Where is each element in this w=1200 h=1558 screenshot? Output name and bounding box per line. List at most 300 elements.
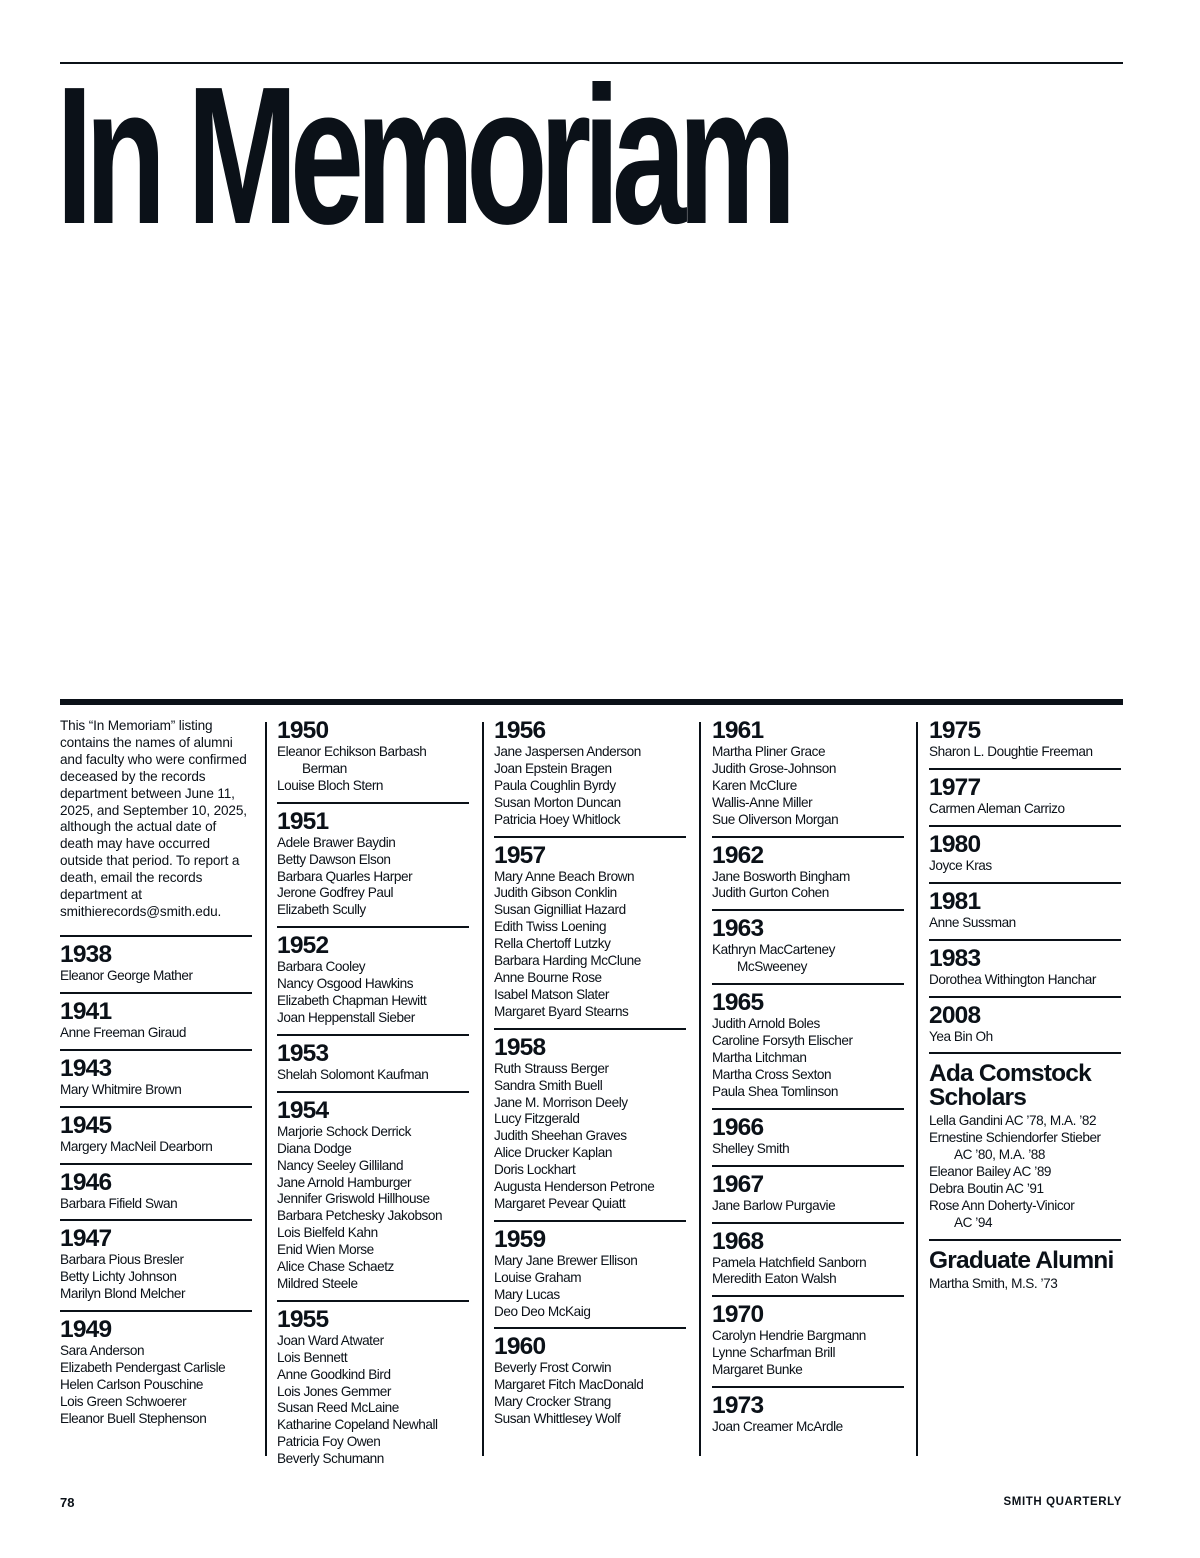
name-text: Meredith Eaton Walsh xyxy=(712,1271,837,1287)
name-text: Enid Wien Morse xyxy=(277,1242,374,1258)
name-entry xyxy=(494,761,686,778)
name-text: Sharon L. Doughtie Freeman xyxy=(929,744,1093,759)
class-year-group xyxy=(929,996,1121,1046)
name-entry xyxy=(60,1377,252,1394)
name-entry xyxy=(712,1328,904,1345)
name-entry xyxy=(60,1286,252,1303)
name-text: Jane M. Morrison Deely xyxy=(494,1094,628,1110)
name-list xyxy=(494,1360,686,1428)
name-list xyxy=(929,1029,1121,1046)
name-entry xyxy=(712,812,904,829)
name-entry xyxy=(929,858,1121,875)
class-year-group xyxy=(60,1219,252,1303)
name-entry xyxy=(277,1367,469,1384)
name-entry xyxy=(494,902,686,919)
name-text: Judith Gurton Cohen xyxy=(712,885,829,901)
name-list xyxy=(277,1333,469,1468)
name-entry xyxy=(494,1095,686,1112)
class-year-group xyxy=(277,1034,469,1084)
name-entry xyxy=(277,1010,469,1027)
class-year: 1954 xyxy=(277,1096,329,1124)
name-text: Ruth Strauss Berger xyxy=(494,1060,609,1076)
page-number: 78 xyxy=(60,1495,75,1510)
name-entry xyxy=(277,1417,469,1434)
name-entry xyxy=(277,1191,469,1208)
class-year: 1965 xyxy=(712,989,764,1017)
class-year: 1973 xyxy=(712,1392,764,1420)
column-divider xyxy=(916,722,918,1456)
class-year: 1953 xyxy=(277,1039,329,1067)
name-text: Susan Reed McLaine xyxy=(277,1400,399,1416)
name-list xyxy=(60,1139,252,1156)
name-text: Alice Chase Schaetz xyxy=(277,1259,394,1275)
class-year: 1975 xyxy=(929,717,981,744)
name-list xyxy=(60,1252,252,1303)
name-text: Mary Lucas xyxy=(494,1286,560,1302)
name-entry xyxy=(494,953,686,970)
class-year-group xyxy=(277,1091,469,1293)
class-year: 1950 xyxy=(277,717,329,744)
name-list xyxy=(929,744,1121,761)
name-entry xyxy=(494,1304,686,1321)
name-text: Paula Shea Tomlinson xyxy=(712,1083,839,1099)
name-text: Helen Carlson Pouschine xyxy=(60,1376,204,1392)
name-text: Mary Whitmire Brown xyxy=(60,1081,182,1097)
name-text: Lois Green Schwoerer xyxy=(60,1393,187,1409)
name-entry xyxy=(712,761,904,778)
publication-name: SMITH QUARTERLY xyxy=(1003,1496,1122,1508)
name-text: Joan Epstein Bragen xyxy=(494,760,612,776)
name-list xyxy=(277,1124,469,1293)
name-text: Sandra Smith Buell xyxy=(494,1077,603,1093)
name-text: Margaret Pevear Quiatt xyxy=(494,1195,626,1211)
name-entry xyxy=(494,919,686,936)
name-text: Lois Jones Gemmer xyxy=(277,1383,391,1399)
name-text: Doris Lockhart xyxy=(494,1162,576,1178)
column-3 xyxy=(494,718,686,1435)
class-year: 1959 xyxy=(494,1225,546,1253)
name-list xyxy=(60,1343,252,1428)
name-entry xyxy=(929,1130,1121,1164)
name-text: Eleanor Bailey AC ’89 xyxy=(929,1164,1052,1180)
name-text: Barbara Pious Bresler xyxy=(60,1252,184,1268)
column-2 xyxy=(277,718,469,1475)
name-text: Lois Bielfeld Kahn xyxy=(277,1225,378,1241)
name-text: Shelah Solomont Kaufman xyxy=(277,1066,429,1082)
name-text: Karen McClure xyxy=(712,777,797,793)
class-year: 1951 xyxy=(277,807,329,835)
name-text: Barbara Quarles Harper xyxy=(277,868,413,884)
name-entry xyxy=(712,795,904,812)
name-text: Barbara Petchesky Jakobson xyxy=(277,1208,443,1224)
name-list xyxy=(929,1113,1121,1231)
name-entry xyxy=(494,1411,686,1428)
section-rule xyxy=(60,699,1123,705)
name-entry xyxy=(494,1162,686,1179)
name-entry xyxy=(494,970,686,987)
name-text: Jennifer Griswold Hillhouse xyxy=(277,1191,430,1207)
name-entry xyxy=(494,1004,686,1021)
class-year: 1941 xyxy=(60,997,112,1025)
name-entry xyxy=(277,1434,469,1451)
name-entry xyxy=(277,1451,469,1468)
name-entry xyxy=(929,972,1121,989)
name-entry xyxy=(277,835,469,852)
name-text: Eleanor George Mather xyxy=(60,967,193,983)
name-entry xyxy=(929,1276,1121,1293)
name-text: Judith Gibson Conklin xyxy=(494,885,617,901)
name-text: Adele Brawer Baydin xyxy=(277,834,396,850)
name-text: Edith Twiss Loening xyxy=(494,919,607,935)
class-year: 1958 xyxy=(494,1033,546,1061)
class-year-group xyxy=(929,718,1121,761)
name-text: Marjorie Schock Derrick xyxy=(277,1123,411,1139)
name-entry xyxy=(277,1208,469,1225)
column-1 xyxy=(60,718,252,1435)
name-entry xyxy=(277,852,469,869)
name-text: Patricia Foy Owen xyxy=(277,1434,381,1450)
name-text: Kathryn MacCarteney xyxy=(712,942,835,958)
name-list xyxy=(929,915,1121,932)
class-year: 1981 xyxy=(929,887,981,915)
name-entry xyxy=(712,1255,904,1272)
name-text: Rella Chertoff Lutzky xyxy=(494,936,611,952)
name-entry xyxy=(494,1270,686,1287)
name-entry xyxy=(277,1175,469,1192)
name-entry xyxy=(277,1400,469,1417)
name-entry xyxy=(494,795,686,812)
class-year: 1947 xyxy=(60,1225,112,1253)
name-entry xyxy=(60,1082,252,1099)
intro-text: This “In Memoriam” listing contains the names of alumni and faculty who were confirmed deceased by the records department between June 11, 2025, and September 10, 2025, although the actual date of death may have occurred outside that period. To report a death, email the records department at smithierecords@smith.edu. xyxy=(60,718,247,919)
name-entry xyxy=(277,976,469,993)
class-year: 1955 xyxy=(277,1305,329,1333)
name-entry xyxy=(277,1384,469,1401)
name-text: Judith Sheehan Graves xyxy=(494,1128,627,1144)
name-text: Elizabeth Scully xyxy=(277,902,366,918)
name-entry xyxy=(712,744,904,761)
section-heading: Ada Comstock Scholars xyxy=(929,1060,1091,1112)
class-year: 1963 xyxy=(712,915,764,943)
name-text: Eleanor Buell Stephenson xyxy=(60,1410,207,1426)
class-year: 1967 xyxy=(712,1170,764,1198)
name-text: Anne Bourne Rose xyxy=(494,969,602,985)
class-year: 1945 xyxy=(60,1111,112,1139)
name-list xyxy=(712,1016,904,1101)
class-year-group xyxy=(712,909,904,976)
name-entry xyxy=(494,987,686,1004)
name-entry xyxy=(494,812,686,829)
name-list xyxy=(929,858,1121,875)
name-entry xyxy=(60,1139,252,1156)
name-entry xyxy=(60,1252,252,1269)
class-year: 1966 xyxy=(712,1113,764,1141)
class-year-group xyxy=(712,1386,904,1436)
name-text: Judith Arnold Boles xyxy=(712,1016,820,1032)
name-text: Alice Drucker Kaplan xyxy=(494,1145,612,1161)
name-continuation: Berman xyxy=(302,760,347,776)
name-list xyxy=(494,744,686,829)
name-text: Joan Creamer McArdle xyxy=(712,1419,843,1435)
name-text: Beverly Schumann xyxy=(277,1451,384,1467)
name-entry xyxy=(712,885,904,902)
name-entry xyxy=(494,1360,686,1377)
name-text: Anne Goodkind Bird xyxy=(277,1366,391,1382)
name-text: Susan Morton Duncan xyxy=(494,794,621,810)
name-entry xyxy=(277,1067,469,1084)
name-list xyxy=(494,1253,686,1321)
name-entry xyxy=(494,936,686,953)
name-text: Augusta Henderson Petrone xyxy=(494,1179,655,1195)
name-text: Deo Deo McKaig xyxy=(494,1303,591,1319)
name-entry xyxy=(494,1078,686,1095)
name-text: Shelley Smith xyxy=(712,1140,790,1156)
name-list xyxy=(929,972,1121,989)
name-text: Elizabeth Chapman Hewitt xyxy=(277,993,427,1009)
name-text: Jane Barlow Purgavie xyxy=(712,1197,836,1213)
class-year: 1983 xyxy=(929,944,981,972)
name-text: Nancy Seeley Gilliland xyxy=(277,1157,404,1173)
name-text: Barbara Cooley xyxy=(277,959,366,975)
class-year-group xyxy=(60,1106,252,1156)
name-text: Barbara Harding McClune xyxy=(494,953,641,969)
name-entry xyxy=(494,1196,686,1213)
class-year-group xyxy=(929,939,1121,989)
name-text: Susan Gignilliat Hazard xyxy=(494,902,626,918)
name-entry xyxy=(60,1411,252,1428)
name-text: Carmen Aleman Carrizo xyxy=(929,800,1065,816)
section-heading: Graduate Alumni xyxy=(929,1246,1114,1274)
class-year: 1970 xyxy=(712,1301,764,1329)
name-entry xyxy=(277,1276,469,1293)
name-text: Jane Jaspersen Anderson xyxy=(494,744,641,759)
name-entry xyxy=(929,1181,1121,1198)
class-year-group xyxy=(494,718,686,829)
name-text: Margaret Byard Stearns xyxy=(494,1003,629,1019)
name-list xyxy=(712,1198,904,1215)
name-text: Lynne Scharfman Brill xyxy=(712,1345,836,1361)
class-year: 1980 xyxy=(929,830,981,858)
name-text: Louise Graham xyxy=(494,1269,582,1285)
name-text: Mary Jane Brewer Ellison xyxy=(494,1252,638,1268)
name-text: Judith Grose-Johnson xyxy=(712,760,836,776)
name-text: Susan Whittlesey Wolf xyxy=(494,1411,621,1427)
name-entry xyxy=(929,915,1121,932)
name-entry xyxy=(494,1253,686,1270)
class-year: 1957 xyxy=(494,841,546,869)
name-continuation: AC ’80, M.A. ’88 xyxy=(954,1147,1046,1163)
name-entry xyxy=(712,1016,904,1033)
name-entry xyxy=(277,959,469,976)
column-divider xyxy=(265,722,267,1456)
name-text: Debra Boutin AC ’91 xyxy=(929,1181,1044,1197)
column-5 xyxy=(929,718,1121,1300)
name-text: Martha Pliner Grace xyxy=(712,744,826,759)
name-list xyxy=(712,1255,904,1289)
name-text: Sara Anderson xyxy=(60,1343,145,1359)
name-text: Caroline Forsyth Elischer xyxy=(712,1033,853,1049)
class-year-group xyxy=(929,825,1121,875)
name-entry xyxy=(712,1067,904,1084)
name-continuation: McSweeney xyxy=(737,959,807,975)
name-entry xyxy=(494,885,686,902)
name-entry xyxy=(494,778,686,795)
class-year-group xyxy=(60,1049,252,1099)
name-text: Jerone Godfrey Paul xyxy=(277,885,394,901)
name-text: Martha Smith, M.S. ’73 xyxy=(929,1275,1058,1291)
name-list xyxy=(277,1067,469,1084)
class-year-group xyxy=(494,1220,686,1321)
name-list xyxy=(712,1141,904,1158)
name-list xyxy=(60,1082,252,1099)
name-text: Diana Dodge xyxy=(277,1140,352,1156)
name-entry xyxy=(929,1113,1121,1130)
name-text: Sue Oliverson Morgan xyxy=(712,811,839,827)
class-year-group xyxy=(60,1163,252,1213)
name-text: Carolyn Hendrie Bargmann xyxy=(712,1328,866,1344)
name-text: Joyce Kras xyxy=(929,857,992,873)
name-text: Katharine Copeland Newhall xyxy=(277,1417,438,1433)
name-entry xyxy=(712,1345,904,1362)
name-entry xyxy=(712,869,904,886)
name-entry xyxy=(277,1225,469,1242)
name-entry xyxy=(494,1111,686,1128)
name-list xyxy=(929,1276,1121,1293)
section-group xyxy=(929,1052,1121,1231)
class-year: 1977 xyxy=(929,773,981,801)
name-text: Patricia Hoey Whitlock xyxy=(494,811,621,827)
class-year: 1960 xyxy=(494,1333,546,1361)
name-entry xyxy=(277,744,469,778)
name-text: Lois Bennett xyxy=(277,1349,348,1365)
name-entry xyxy=(60,968,252,985)
name-text: Elizabeth Pendergast Carlisle xyxy=(60,1360,226,1376)
name-text: Barbara Fifield Swan xyxy=(60,1195,178,1211)
name-text: Margery MacNeil Dearborn xyxy=(60,1138,213,1154)
column-divider xyxy=(699,722,701,1456)
name-text: Yea Bin Oh xyxy=(929,1028,993,1044)
name-entry xyxy=(712,1271,904,1288)
class-year: 1956 xyxy=(494,717,546,744)
name-text: Louise Bloch Stern xyxy=(277,777,384,793)
name-entry xyxy=(929,1029,1121,1046)
name-text: Lucy Fitzgerald xyxy=(494,1111,580,1127)
name-entry xyxy=(712,1084,904,1101)
name-text: Margaret Fitch MacDonald xyxy=(494,1377,644,1393)
name-text: Jane Bosworth Bingham xyxy=(712,868,850,884)
name-list xyxy=(494,1061,686,1213)
name-text: Eleanor Echikson Barbash xyxy=(277,744,427,759)
name-text: Joan Heppenstall Sieber xyxy=(277,1009,415,1025)
class-year: 1938 xyxy=(60,940,112,968)
name-list xyxy=(929,801,1121,818)
name-entry xyxy=(929,801,1121,818)
class-year-group xyxy=(60,992,252,1042)
name-entry xyxy=(494,1145,686,1162)
name-entry xyxy=(929,1164,1121,1181)
name-entry xyxy=(277,778,469,795)
class-year-group xyxy=(929,768,1121,818)
name-text: Martha Litchman xyxy=(712,1049,807,1065)
name-entry xyxy=(494,744,686,761)
class-year: 1962 xyxy=(712,841,764,869)
name-list xyxy=(60,1025,252,1042)
name-list xyxy=(277,959,469,1027)
class-year-group xyxy=(712,718,904,829)
class-year-group xyxy=(712,1222,904,1289)
name-text: Mary Anne Beach Brown xyxy=(494,868,635,884)
name-entry xyxy=(60,1394,252,1411)
name-entry xyxy=(712,778,904,795)
name-list xyxy=(712,1419,904,1436)
name-entry xyxy=(712,1198,904,1215)
name-list xyxy=(277,835,469,920)
class-year-group xyxy=(277,718,469,795)
class-year: 1968 xyxy=(712,1227,764,1255)
name-text: Marilyn Blond Melcher xyxy=(60,1286,186,1302)
name-entry xyxy=(494,1394,686,1411)
class-year: 1949 xyxy=(60,1316,112,1344)
name-list xyxy=(712,1328,904,1379)
name-entry xyxy=(277,1350,469,1367)
class-year-group xyxy=(494,1028,686,1213)
name-entry xyxy=(277,1124,469,1141)
class-year-group xyxy=(494,836,686,1021)
class-year: 1946 xyxy=(60,1168,112,1196)
name-entry xyxy=(494,869,686,886)
name-entry xyxy=(494,1377,686,1394)
class-year: 1961 xyxy=(712,717,764,744)
column-divider xyxy=(482,722,484,1456)
name-text: Anne Freeman Giraud xyxy=(60,1024,186,1040)
name-list xyxy=(494,869,686,1021)
name-entry xyxy=(929,1198,1121,1232)
class-year-group xyxy=(712,1108,904,1158)
name-text: Jane Arnold Hamburger xyxy=(277,1174,412,1190)
class-year: 1943 xyxy=(60,1054,112,1082)
name-text: Beverly Frost Corwin xyxy=(494,1360,612,1376)
name-text: Ernestine Schiendorfer Stieber xyxy=(929,1130,1101,1146)
class-year-group xyxy=(277,926,469,1027)
class-year-group xyxy=(929,882,1121,932)
name-entry xyxy=(277,885,469,902)
name-list xyxy=(60,968,252,985)
name-list xyxy=(712,869,904,903)
class-year-group xyxy=(277,1300,469,1468)
name-text: Joan Ward Atwater xyxy=(277,1332,384,1348)
class-year-group xyxy=(277,802,469,920)
column-4 xyxy=(712,718,904,1443)
name-list xyxy=(277,744,469,795)
name-text: Paula Coughlin Byrdy xyxy=(494,777,616,793)
name-text: Martha Cross Sexton xyxy=(712,1066,832,1082)
name-entry xyxy=(712,1141,904,1158)
name-entry xyxy=(712,1033,904,1050)
name-entry xyxy=(712,942,904,976)
class-year-group xyxy=(712,1295,904,1379)
name-text: Pamela Hatchfield Sanborn xyxy=(712,1254,867,1270)
name-continuation: AC ’94 xyxy=(954,1214,993,1230)
name-entry xyxy=(60,1025,252,1042)
name-list xyxy=(712,744,904,829)
name-entry xyxy=(277,869,469,886)
name-text: Isabel Matson Slater xyxy=(494,986,609,1002)
name-entry xyxy=(929,744,1121,761)
name-entry xyxy=(494,1128,686,1145)
name-text: Dorothea Withington Hanchar xyxy=(929,971,1096,987)
name-entry xyxy=(494,1061,686,1078)
section-group xyxy=(929,1239,1121,1293)
